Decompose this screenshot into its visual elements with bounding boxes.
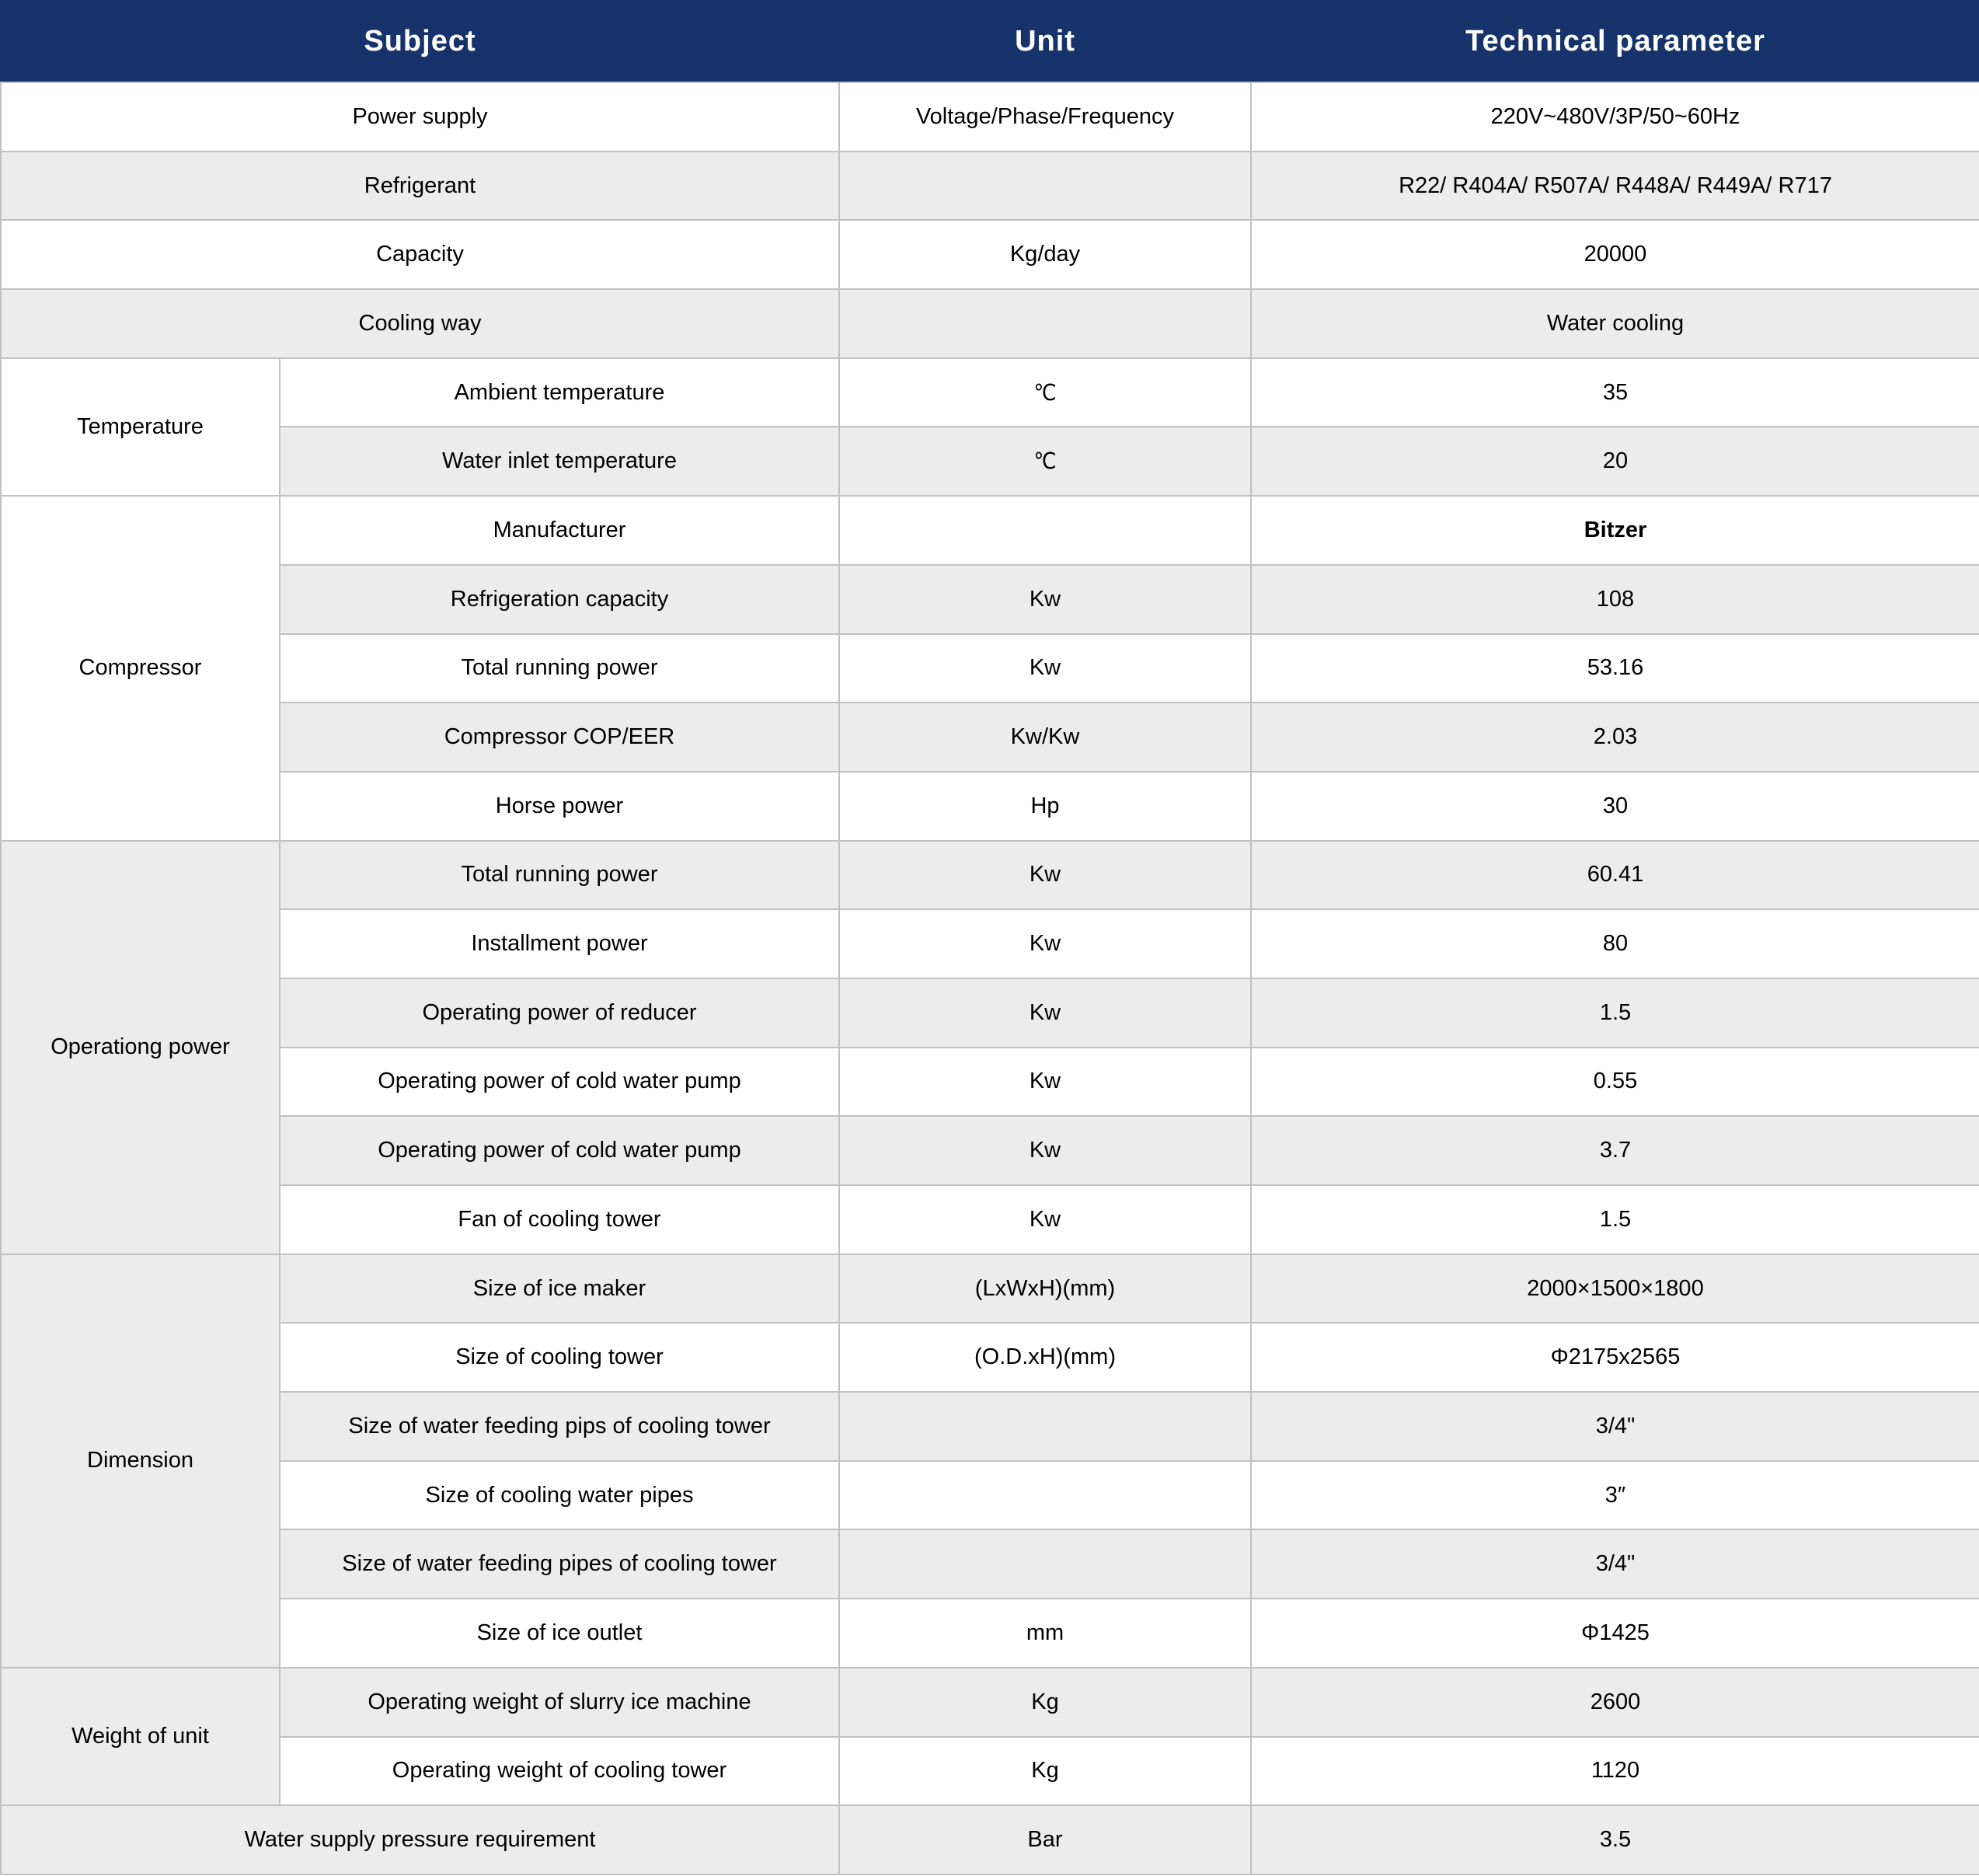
label-cell: Size of water feeding pipes of cooling tower [280,1529,839,1599]
table-row [1,634,1979,703]
label-cell: Total running power [280,841,839,910]
value-cell: 35 [1251,358,1979,427]
table-row [1,358,1979,427]
unit-cell: ℃ [839,358,1251,427]
value-cell: 20 [1251,427,1979,496]
value-cell: 3/4" [1251,1392,1979,1461]
value-cell: 3″ [1251,1461,1979,1530]
table-row [1,841,1979,910]
label-cell: Size of ice maker [280,1254,839,1323]
unit-cell: Bar [839,1805,1251,1874]
label-cell: Manufacturer [280,496,839,565]
unit-cell: Kw [839,1185,1251,1254]
value-cell: 3/4" [1251,1529,1979,1599]
label-cell: Operating power of reducer [280,978,839,1048]
value-cell: 2600 [1251,1668,1979,1737]
group-cell-weight-of-unit: Weight of unit [1,1668,280,1805]
group-cell-operating-power: Operationg power [1,841,280,1254]
column-header-parameter: Technical parameter [1251,1,1979,82]
value-cell: 108 [1251,565,1979,634]
column-header-unit: Unit [839,1,1251,82]
value-cell: 80 [1251,909,1979,978]
subject-cell: Capacity [1,220,839,289]
group-cell-dimension: Dimension [1,1254,280,1668]
subject-cell: Water supply pressure requirement [1,1805,839,1874]
value-cell: 220V~480V/3P/50~60Hz [1251,82,1979,152]
table-row [1,1116,1979,1185]
value-cell: 2000×1500×1800 [1251,1254,1979,1323]
subject-cell: Refrigerant [1,152,839,221]
table-row [1,427,1979,496]
label-cell: Total running power [280,634,839,703]
table-row [1,565,1979,634]
unit-cell: (O.D.xH)(mm) [839,1323,1251,1392]
unit-cell [839,1461,1251,1530]
table-row [1,1461,1979,1530]
column-header-subject: Subject [1,1,839,82]
unit-cell: Kw [839,841,1251,910]
table-row [1,978,1979,1048]
value-cell: 20000 [1251,220,1979,289]
table-row [1,220,1979,289]
label-cell: Water inlet temperature [280,427,839,496]
value-cell: Bitzer [1251,496,1979,565]
label-cell: Operating power of cold water pump [280,1116,839,1185]
unit-cell: Kw [839,1048,1251,1117]
table-row [1,496,1979,565]
unit-cell [839,496,1251,565]
unit-cell: ℃ [839,427,1251,496]
table-row [1,1048,1979,1117]
label-cell: Operating weight of slurry ice machine [280,1668,839,1737]
unit-cell: (LxWxH)(mm) [839,1254,1251,1323]
unit-cell [839,1529,1251,1599]
value-cell: 3.5 [1251,1805,1979,1874]
table-row [1,703,1979,772]
unit-cell: Kw/Kw [839,703,1251,772]
unit-cell [839,289,1251,358]
value-cell: 60.41 [1251,841,1979,910]
unit-cell: Kg [839,1737,1251,1806]
unit-cell: Kg [839,1668,1251,1737]
unit-cell [839,152,1251,221]
label-cell: Refrigeration capacity [280,565,839,634]
value-cell: 1.5 [1251,978,1979,1048]
group-cell-temperature: Temperature [1,358,280,496]
label-cell: Compressor COP/EER [280,703,839,772]
unit-cell: Kw [839,978,1251,1048]
subject-cell: Power supply [1,82,839,152]
table-row [1,1805,1979,1874]
table-row [1,289,1979,358]
unit-cell: Voltage/Phase/Frequency [839,82,1251,152]
unit-cell: Kw [839,634,1251,703]
unit-cell: Kw [839,909,1251,978]
label-cell: Size of cooling tower [280,1323,839,1392]
unit-cell: Kg/day [839,220,1251,289]
value-cell: Water cooling [1251,289,1979,358]
value-cell: 1.5 [1251,1185,1979,1254]
value-cell: Φ2175x2565 [1251,1323,1979,1392]
table-row [1,1599,1979,1668]
value-cell: R22/ R404A/ R507A/ R448A/ R449A/ R717 [1251,152,1979,221]
table-row [1,772,1979,841]
label-cell: Size of cooling water pipes [280,1461,839,1530]
table-row [1,1254,1979,1323]
unit-cell: Kw [839,1116,1251,1185]
table-row [1,1323,1979,1392]
group-cell-compressor: Compressor [1,496,280,840]
unit-cell: Kw [839,565,1251,634]
table-row [1,82,1979,152]
table-row [1,152,1979,221]
label-cell: Size of water feeding pips of cooling tower [280,1392,839,1461]
value-cell: 3.7 [1251,1116,1979,1185]
unit-cell: mm [839,1599,1251,1668]
subject-cell: Cooling way [1,289,839,358]
unit-cell: Hp [839,772,1251,841]
table-row [1,1392,1979,1461]
header-row [1,1,1979,82]
value-cell: 0.55 [1251,1048,1979,1117]
table-row [1,909,1979,978]
unit-cell [839,1392,1251,1461]
label-cell: Installment power [280,909,839,978]
value-cell: 1120 [1251,1737,1979,1806]
label-cell: Size of ice outlet [280,1599,839,1668]
table-row [1,1529,1979,1599]
value-cell: 30 [1251,772,1979,841]
value-cell: Φ1425 [1251,1599,1979,1668]
table-row [1,1737,1979,1806]
value-cell: 53.16 [1251,634,1979,703]
label-cell: Operating power of cold water pump [280,1048,839,1117]
label-cell: Operating weight of cooling tower [280,1737,839,1806]
table-row [1,1668,1979,1737]
label-cell: Ambient temperature [280,358,839,427]
value-cell: 2.03 [1251,703,1979,772]
label-cell: Fan of cooling tower [280,1185,839,1254]
table-row [1,1185,1979,1254]
label-cell: Horse power [280,772,839,841]
